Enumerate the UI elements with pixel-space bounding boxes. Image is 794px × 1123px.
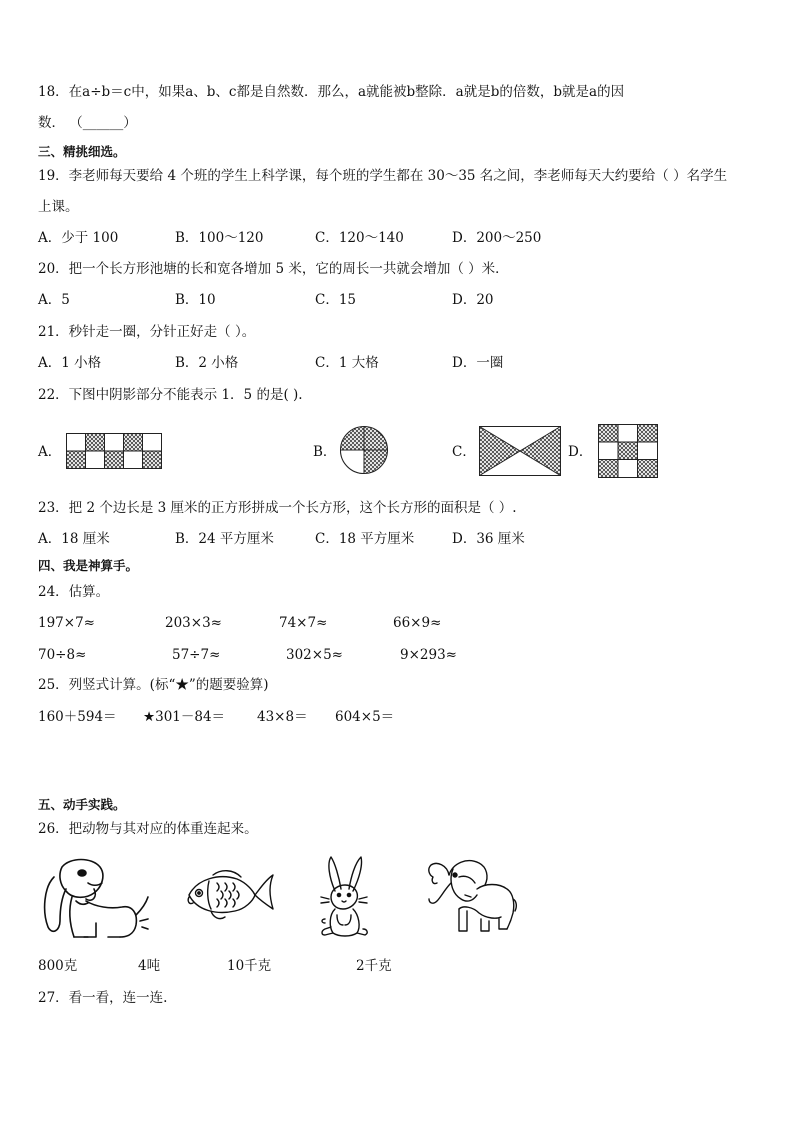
q22-figure-c[interactable] — [479, 426, 561, 476]
q23-option-b[interactable]: B．24 平方厘米 — [175, 531, 274, 547]
q18-prefix: 数． （ — [38, 115, 83, 131]
q22-label-d[interactable]: D． — [568, 444, 593, 460]
q22-label-a[interactable]: A． — [38, 444, 62, 460]
q23-option-c[interactable]: C．18 平方厘米 — [315, 531, 415, 547]
q20-option-b[interactable]: B．10 — [175, 292, 216, 308]
q26-weight-3[interactable]: 10千克 — [227, 958, 272, 974]
rabbit-illustration[interactable] — [317, 853, 373, 941]
q19-line1: 19．李老师每天要给 4 个班的学生上科学课，每个班的学生都在 30～35 名之间，李老师每天大约要给（ ）名学生 — [38, 168, 728, 184]
q20-text: 20．把一个长方形池塘的长和宽各增加 5 米，它的周长一共就会增加（ ）米． — [38, 261, 509, 277]
q25-text: 25．列竖式计算。(标“★”的题要验算) — [38, 677, 269, 693]
q24-row1-item-2: 203×3≈ — [165, 615, 222, 631]
q20-option-d[interactable]: D．20 — [452, 292, 494, 308]
section3-title: 三、精挑细选。 — [38, 144, 126, 159]
q21-option-c[interactable]: C．1 大格 — [315, 355, 379, 371]
q22-label-c[interactable]: C． — [452, 444, 476, 460]
q22-figure-b[interactable] — [339, 425, 389, 475]
elephant-illustration[interactable] — [423, 853, 519, 937]
q22-figure-a[interactable] — [66, 433, 162, 469]
q20-option-a[interactable]: A．5 — [38, 292, 70, 308]
q23-option-d[interactable]: D．36 厘米 — [452, 531, 525, 547]
q24-row1-item-3: 74×7≈ — [279, 615, 328, 631]
q18-suffix: ） — [123, 115, 137, 131]
fish-illustration[interactable] — [183, 865, 275, 923]
q19-line2: 上课。 — [38, 199, 79, 215]
q21-option-b[interactable]: B．2 小格 — [175, 355, 239, 371]
q26-weight-4[interactable]: 2千克 — [356, 958, 392, 974]
q23-text: 23．把 2 个边长是 3 厘米的正方形拼成一个长方形，这个长方形的面积是（ ）. — [38, 500, 517, 516]
q25-item-3: 43×8＝ — [257, 709, 308, 725]
q20-option-c[interactable]: C．15 — [315, 292, 357, 308]
q22-label-b[interactable]: B． — [313, 444, 337, 460]
q26-weight-2[interactable]: 4吨 — [138, 958, 161, 974]
q24-text: 24．估算。 — [38, 584, 110, 600]
section4-title: 四、我是神算手。 — [38, 558, 139, 573]
q23-option-a[interactable]: A．18 厘米 — [38, 531, 110, 547]
q25-item-1: 160＋594＝ — [38, 709, 117, 725]
q27-text: 27．看一看，连一连. — [38, 990, 168, 1006]
q18-line2 — [38, 114, 137, 132]
q26-text: 26．把动物与其对应的体重连起来。 — [38, 821, 258, 837]
q25-item-2: ★301－84＝ — [143, 709, 226, 725]
q25-item-4: 604×5＝ — [335, 709, 395, 725]
q21-option-a[interactable]: A．1 小格 — [38, 355, 102, 371]
q24-row2-item-4: 9×293≈ — [400, 647, 457, 663]
q19-option-d[interactable]: D．200～250 — [452, 230, 542, 246]
q18-answer-blank[interactable]: ______ — [82, 115, 124, 131]
q24-row1-item-4: 66×9≈ — [393, 615, 442, 631]
section5-title: 五、动手实践。 — [38, 797, 126, 812]
q24-row2-item-2: 57÷7≈ — [172, 647, 221, 663]
q21-option-d[interactable]: D．一圈 — [452, 355, 504, 371]
q19-option-c[interactable]: C．120～140 — [315, 230, 404, 246]
q22-figure-d[interactable] — [598, 424, 658, 478]
q24-row2-item-3: 302×5≈ — [286, 647, 343, 663]
q19-option-a[interactable]: A．少于 100 — [38, 230, 119, 246]
q21-text: 21．秒针走一圈，分针正好走（ ）。 — [38, 324, 256, 340]
dog-illustration[interactable] — [40, 853, 152, 941]
q18-line1: 18．在a÷b＝c中，如果a、b、c都是自然数．那么，a就能被b整除．a就是b的倍数，b就是a的因 — [38, 84, 625, 100]
q26-weight-1[interactable]: 800克 — [38, 958, 78, 974]
q22-text: 22．下图中阴影部分不能表示 1．5 的是( ). — [38, 387, 303, 403]
q24-row1-item-1: 197×7≈ — [38, 615, 95, 631]
q19-option-b[interactable]: B．100～120 — [175, 230, 264, 246]
q24-row2-item-1: 70÷8≈ — [38, 647, 87, 663]
